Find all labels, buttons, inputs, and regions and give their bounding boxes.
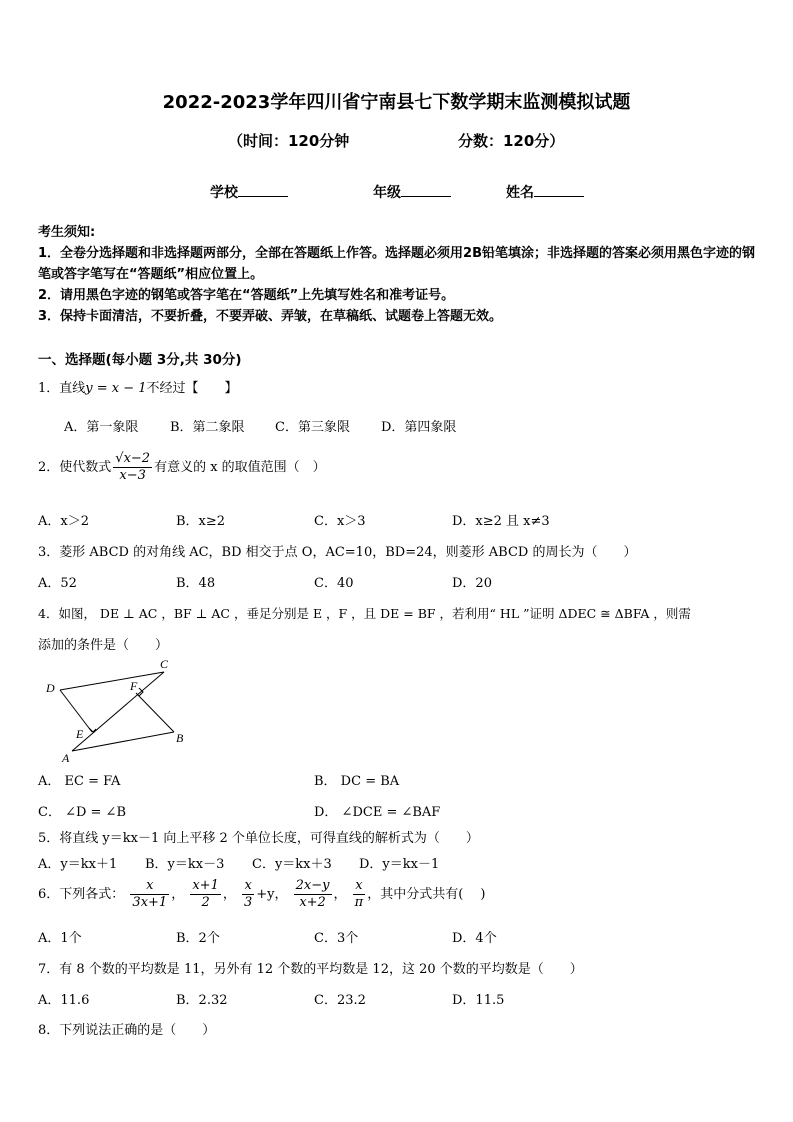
q3-option-a: A．52 bbox=[38, 576, 77, 591]
q2-option-c: C．x＞3 bbox=[314, 514, 366, 529]
q5-option-a: A．y＝kx＋1 bbox=[38, 857, 118, 872]
q7-option-c: C．23.2 bbox=[314, 993, 366, 1008]
q4-option-c: C． ∠D = ∠B bbox=[38, 805, 126, 820]
question-8: 8．下列说法正确的是（ ） bbox=[38, 1023, 216, 1038]
q1-option-c: C．第三象限 bbox=[275, 420, 350, 435]
page-title: 2022-2023学年四川省宁南县七下数学期末监测模拟试题 bbox=[162, 92, 631, 113]
question-1: 1．直线y = x − 1不经过【 】 bbox=[38, 381, 238, 396]
notice-item-3: 3．保持卡面清洁，不要折叠，不要弄破、弄皱，在草稿纸、试题卷上答题无效。 bbox=[38, 309, 503, 324]
notice-heading: 考生须知: bbox=[38, 225, 96, 240]
seg-AB bbox=[72, 732, 174, 751]
exam-score: 分数：120分） bbox=[458, 132, 565, 150]
label-D: D bbox=[46, 681, 55, 695]
label-F: F bbox=[130, 679, 138, 693]
label-A: A bbox=[62, 751, 70, 762]
q1-option-a: A．第一象限 bbox=[64, 420, 139, 435]
q2-option-b: B．x≥2 bbox=[176, 514, 226, 529]
q5-option-c: C．y＝kx＋3 bbox=[252, 857, 332, 872]
question-4: 4．如图， DE ⊥ AC ，BF ⊥ AC ，垂足分别是 E ，F ，且 DE = BF ，若利用“ HL ”证明 ΔDEC ≅ ΔBFA ，则需 bbox=[38, 606, 691, 621]
question-5: 5．将直线 y＝kx－1 向上平移 2 个单位长度，可得直线的解析式为（ ） bbox=[38, 831, 479, 846]
seg-FB bbox=[136, 693, 174, 732]
label-C: C bbox=[160, 658, 169, 671]
school-field: 学校 bbox=[210, 182, 288, 202]
seg-DC bbox=[60, 672, 164, 690]
notice-item-1: 1．全卷分选择题和非选择题两部分，全部在答题纸上作答。选择题必须用2B铅笔填涂；非选择题的答案必须用黑色字迹的钢笔或答字笔写在“答题纸”相应位置上。 bbox=[38, 246, 756, 282]
grade-field: 年级 bbox=[373, 182, 451, 202]
q4-figure bbox=[40, 658, 190, 762]
q3-option-c: C．40 bbox=[314, 576, 354, 591]
seg-AC bbox=[72, 672, 164, 751]
q1-option-b: B．第二象限 bbox=[170, 420, 245, 435]
q4-option-a: A． EC = FA bbox=[38, 774, 121, 789]
q4-option-b: B． DC = BA bbox=[314, 774, 400, 789]
section-heading: 一、选择题(每小题 3分,共 30分) bbox=[38, 352, 242, 368]
exam-time: （时间：120分钟 bbox=[228, 132, 350, 150]
label-E: E bbox=[76, 727, 84, 741]
question-7: 7．有 8 个数的平均数是 11，另外有 12 个数的平均数是 12，这 20 个数的平均数是（ ） bbox=[38, 962, 583, 977]
q3-option-d: D．20 bbox=[452, 576, 492, 591]
name-field: 姓名 bbox=[506, 182, 584, 202]
q6-option-c: C．3个 bbox=[314, 931, 359, 946]
q2-option-d: D．x≥2 且 x≠3 bbox=[452, 514, 550, 529]
q5-option-d: D．y＝kx－1 bbox=[359, 857, 440, 872]
q6-option-d: D．4个 bbox=[452, 931, 497, 946]
question-2: 2．使代数式 $\frac{√x-2}{x-3}$ 有意义的 x 的取值范围（ ） bbox=[38, 451, 326, 483]
q5-option-b: B．y＝kx－3 bbox=[145, 857, 225, 872]
q2-option-a: A．x＞2 bbox=[38, 514, 89, 529]
q6-option-a: A．1个 bbox=[38, 931, 82, 946]
q2-fraction: $\frac{√x-2}{x-3}$ bbox=[115, 451, 151, 483]
question-6: 6．下列各式： $\frac{x}{3x+1}$ ， $\frac{x+1}{2}$ ， $\frac{x}{3}$ +y， $\frac{2x-y}{x+2}$ ， $\frac{x}{\pi}$ ，其中分式共有( ) bbox=[38, 878, 486, 910]
q7-option-d: D．11.5 bbox=[452, 993, 505, 1008]
label-B: B bbox=[176, 731, 184, 745]
q3-option-b: B．48 bbox=[176, 576, 216, 591]
q4-option-d: D． ∠DCE = ∠BAF bbox=[314, 805, 441, 820]
q1-option-d: D．第四象限 bbox=[381, 420, 457, 435]
seg-DE bbox=[60, 690, 92, 732]
notice-item-2: 2．请用黑色字迹的钢笔或答字笔在“答题纸”上先填写姓名和准考证号。 bbox=[38, 288, 455, 303]
q7-option-b: B．2.32 bbox=[176, 993, 228, 1008]
question-3: 3．菱形 ABCD 的对角线 AC，BD 相交于点 O，AC=10，BD=24，则菱形 ABCD 的周长为（ ） bbox=[38, 545, 637, 560]
q6-option-b: B．2个 bbox=[176, 931, 220, 946]
question-4-cont: 添加的条件是（ ） bbox=[38, 638, 169, 653]
q7-option-a: A．11.6 bbox=[38, 993, 90, 1008]
